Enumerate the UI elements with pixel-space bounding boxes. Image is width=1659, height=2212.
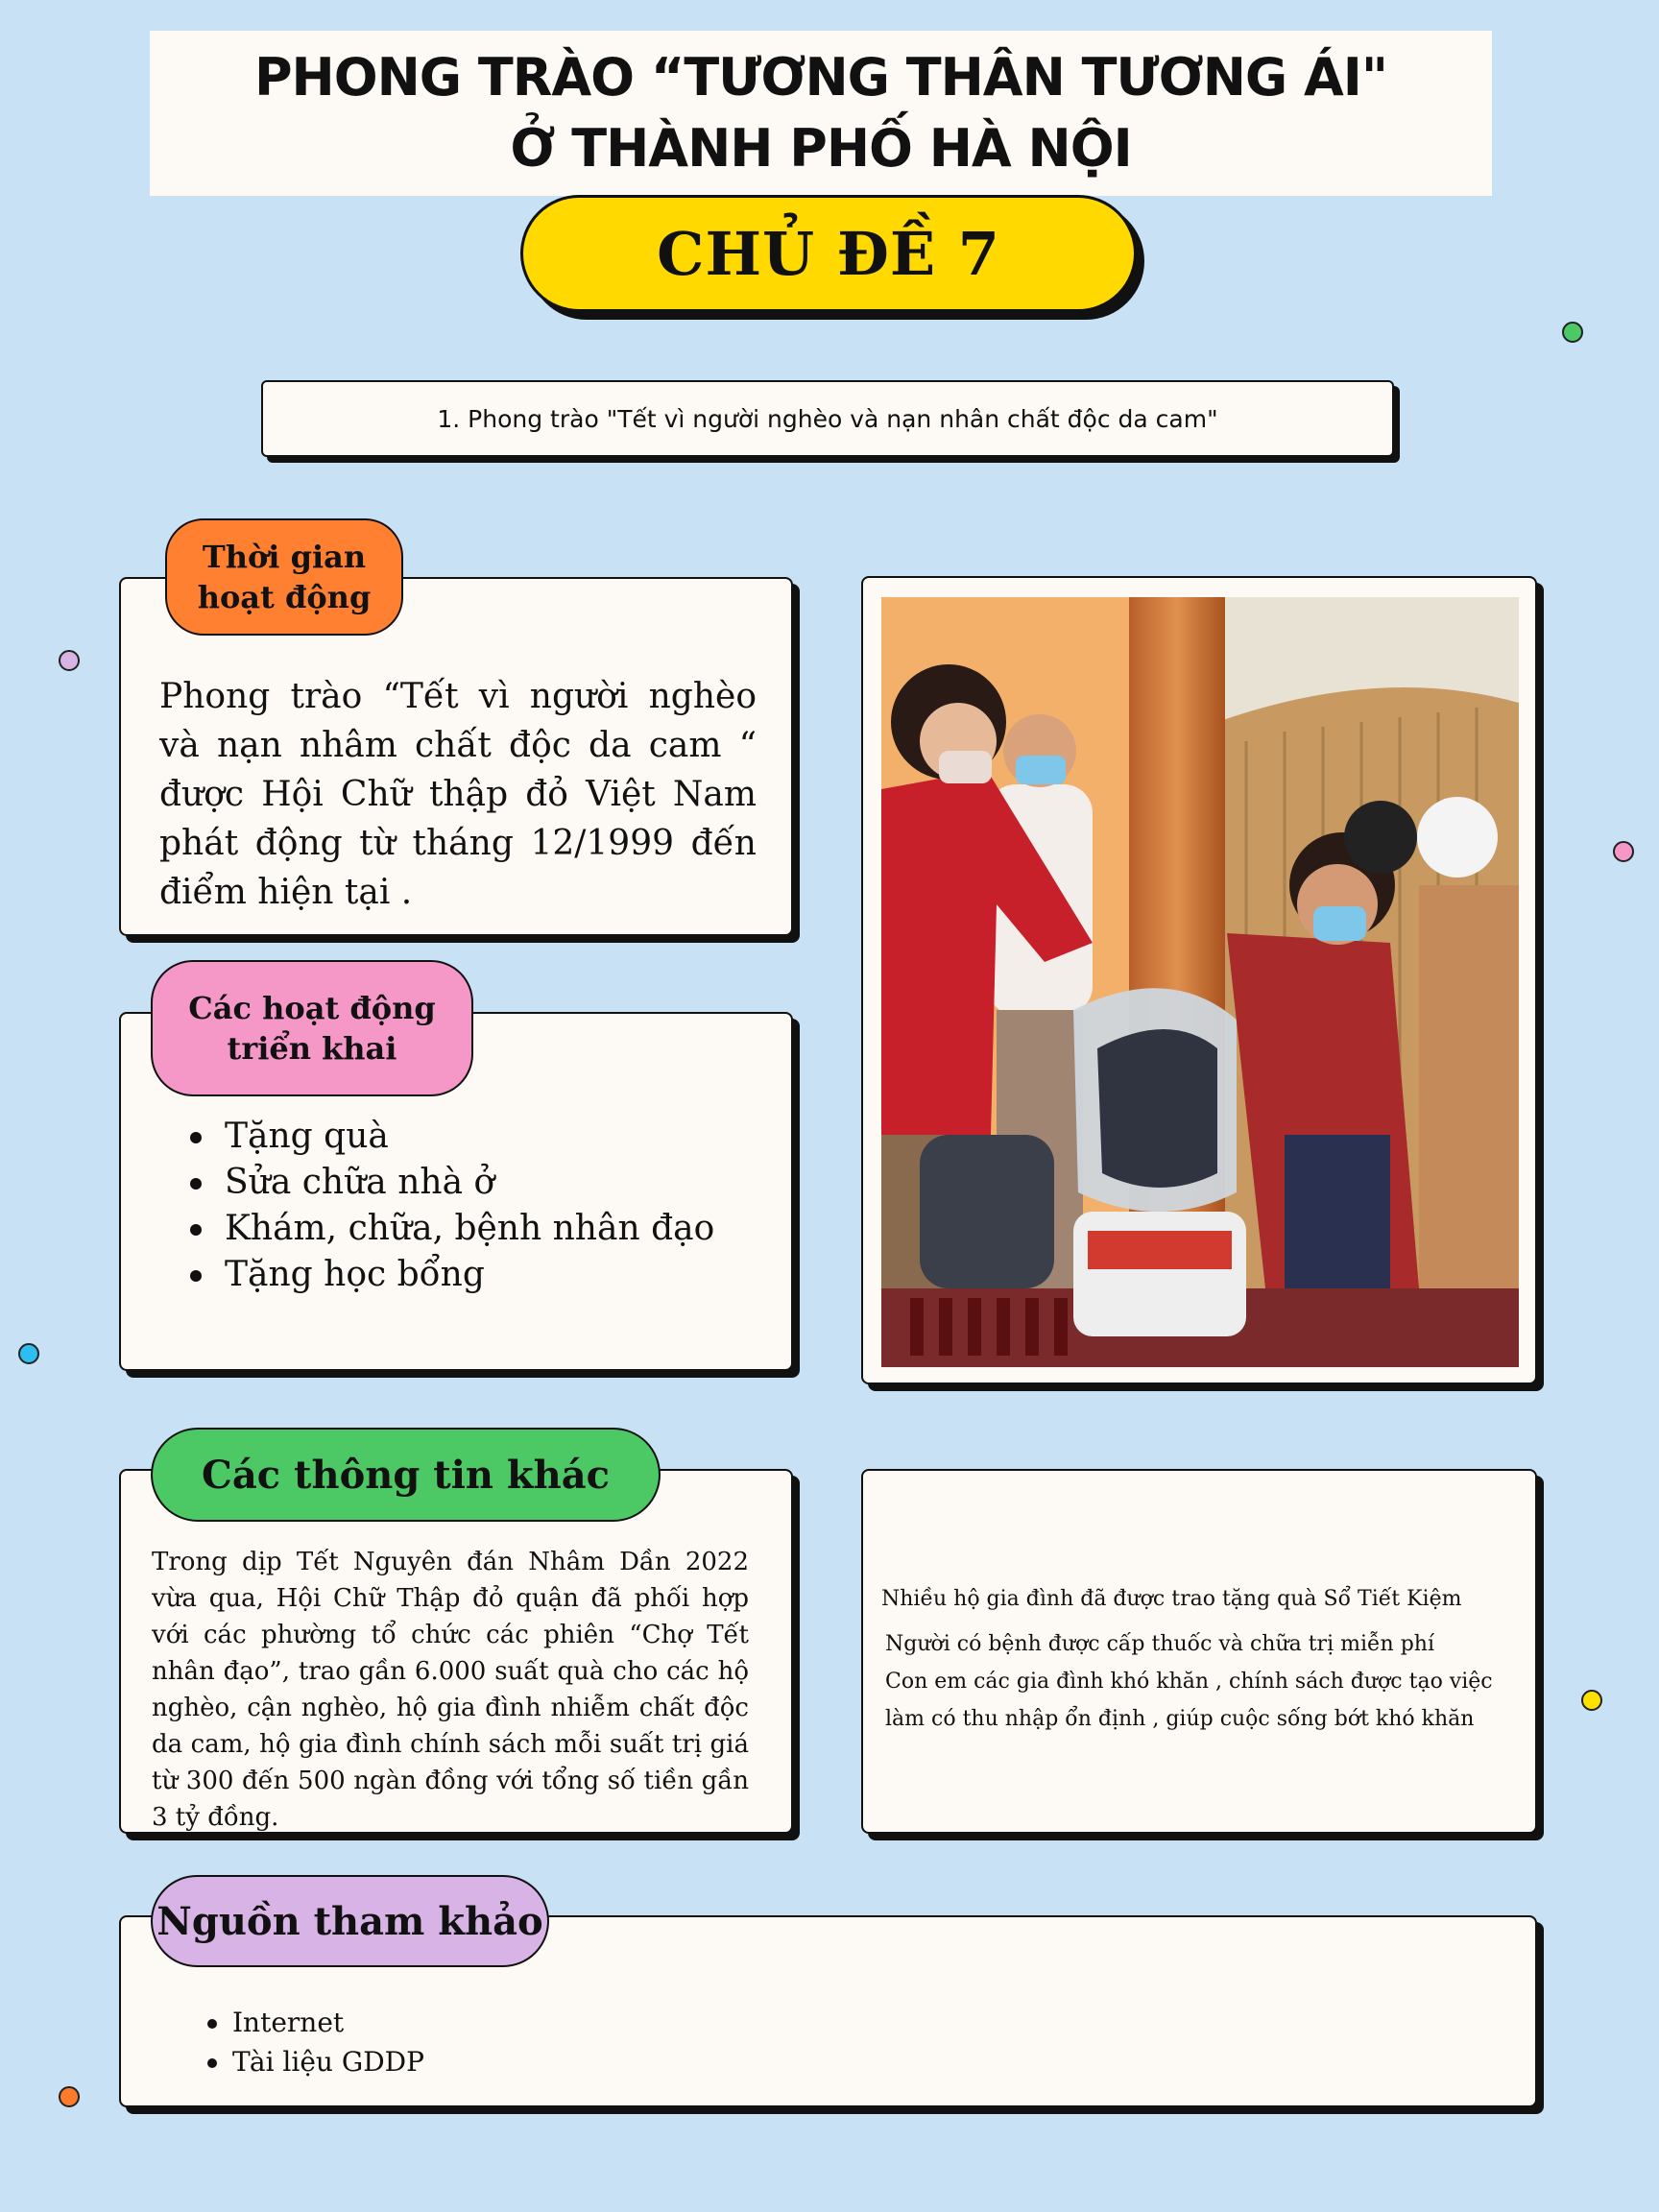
activities-label-line-1: Các hoạt động	[188, 990, 436, 1026]
decor-dot-green	[1562, 322, 1583, 343]
section-heading: 1. Phong trào "Tết vì người nghèo và nạn nhân chất độc da cam"	[261, 380, 1394, 457]
references-list	[205, 2003, 424, 2081]
info-line-2: Người có bệnh được cấp thuốc và chữa trị miễn phí	[885, 1632, 1434, 1656]
title-line-2: Ở THÀNH PHỐ HÀ NỘI	[510, 118, 1132, 179]
activities-label-line-2: triển khai	[227, 1030, 397, 1067]
activities-list	[188, 1114, 714, 1298]
topic-badge: CHỦ ĐỀ 7	[520, 195, 1137, 312]
list-item: Tài liệu GDDP	[205, 2042, 424, 2081]
info-line-3: Con em các gia đình khó khăn , chính sách được tạo việc	[885, 1670, 1493, 1694]
title-line-1: PHONG TRÀO “TƯƠNG THÂN TƯƠNG ÁI"	[253, 47, 1388, 108]
decor-dot-pink	[1613, 841, 1634, 862]
info-line-4: làm có thu nhập ổn định , giúp cuộc sống bớt khó khăn	[885, 1707, 1475, 1731]
decor-dot-orange	[59, 2086, 80, 2107]
other-info-label: Các thông tin khác	[151, 1428, 661, 1522]
list-item: Tặng học bổng	[188, 1252, 714, 1298]
time-label-line-1: Thời gian	[202, 539, 367, 575]
list-item: Tặng quà	[188, 1114, 714, 1160]
decor-dot-blue	[18, 1343, 39, 1364]
list-item: Internet	[205, 2003, 424, 2042]
page-title	[150, 31, 1492, 196]
decor-dot-yellow	[1581, 1690, 1602, 1711]
activities-label	[151, 960, 473, 1096]
time-label	[165, 518, 403, 636]
time-description: Phong trào “Tết vì người nghèo và nạn nhâm chất độc da cam “ được Hội Chữ thập đỏ Việt Nam phát động từ tháng 12/1999 đến điểm hiện tại .	[159, 677, 757, 912]
charity-photo	[881, 597, 1519, 1367]
info-line-1: Nhiều hộ gia đình đã được trao tặng quà Sổ Tiết Kiệm	[881, 1587, 1462, 1611]
decor-dot-purple	[59, 650, 80, 671]
other-info-text: Trong dịp Tết Nguyên đán Nhâm Dần 2022 vừa qua, Hội Chữ Thập đỏ quận đã phối hợp với các phường tổ chức các phiên “Chợ Tết nhân đạo”, trao gần 6.000 suất quà cho các hộ nghèo, cận nghèo, hộ gia đình nhiễm chất độc da cam, hộ gia đình chính sách mỗi suất trị giá từ 300 đến 500 ngàn đồng với tổng số tiền gần 3 tỷ đồng.	[152, 1548, 749, 1832]
time-label-line-2: hoạt động	[197, 579, 372, 615]
references-label: Nguồn tham khảo	[151, 1875, 549, 1967]
list-item: Khám, chữa, bệnh nhân đạo	[188, 1206, 714, 1252]
list-item: Sửa chữa nhà ở	[188, 1160, 714, 1206]
